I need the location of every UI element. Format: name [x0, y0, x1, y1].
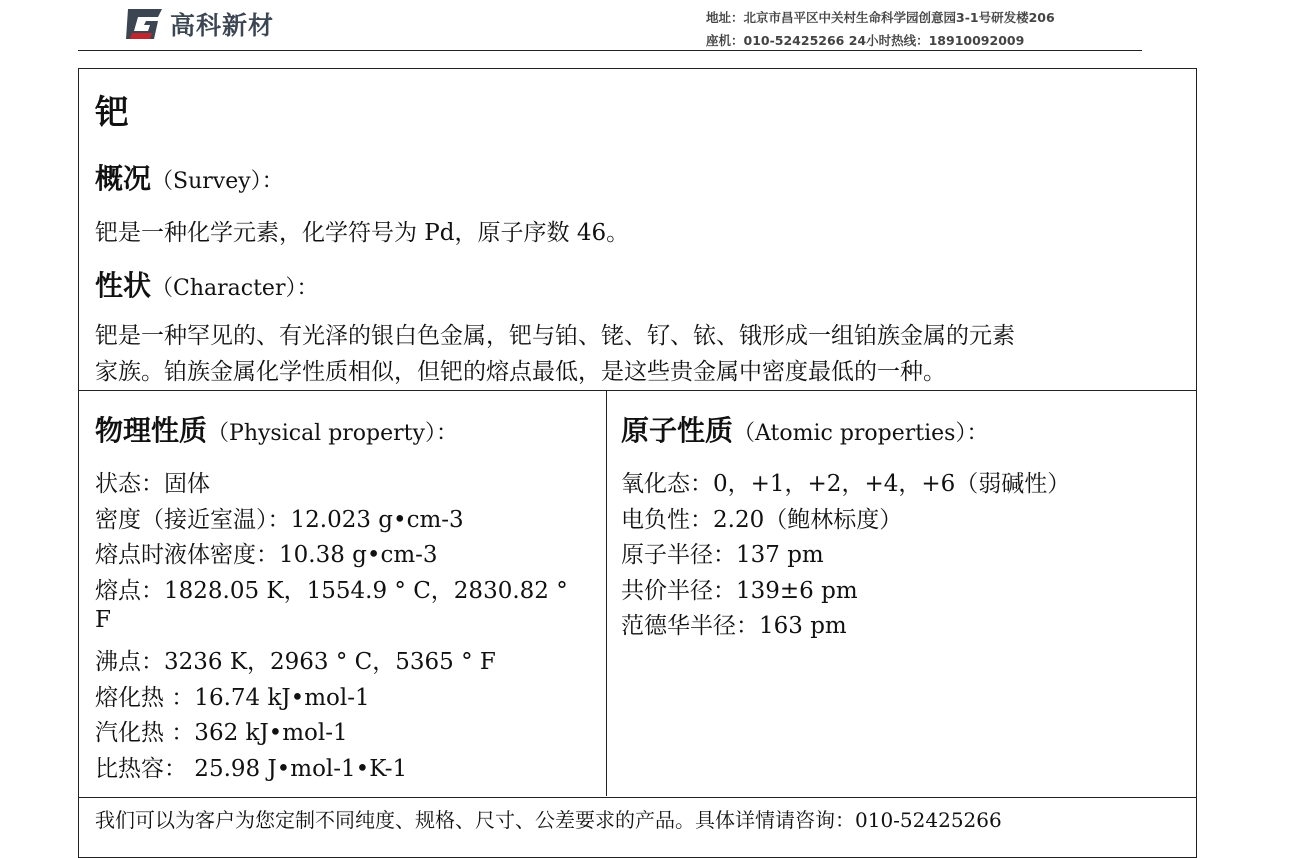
logo-icon	[124, 7, 164, 41]
phone-text: 座机：010-52425266 24小时热线：18910092009	[706, 33, 1025, 48]
character-line-1: 钯是一种罕见的、有光泽的银白色金属，钯与铂、铑、钌、铱、锇形成一组铂族金属的元素	[95, 323, 1015, 349]
footer-text: 我们可以为客户为您定制不同纯度、规格、尺寸、公差要求的产品。具体详情请咨询：010-52425266	[95, 808, 1002, 832]
overview-section	[79, 69, 1196, 391]
physical-specific-heat: 比热容： 25.98 J•mol-1•K-1	[95, 756, 408, 782]
character-heading: 性状（Character）：	[95, 269, 319, 302]
survey-text: 钯是一种化学元素，化学符号为 Pd，原子序数 46。	[95, 220, 630, 246]
physical-boiling-point: 沸点：3236 K，2963 ° C，5365 ° F	[95, 649, 496, 675]
physical-heat-of-fusion: 熔化热 ：16.74 kJ•mol-1	[95, 685, 370, 711]
atomic-heading: 原子性质（Atomic properties）：	[621, 414, 989, 447]
physical-state: 状态：固体	[95, 471, 210, 497]
physical-liquid-density: 熔点时液体密度：10.38 g•cm-3	[95, 542, 438, 568]
atomic-vdw-radius: 范德华半径：163 pm	[621, 613, 847, 639]
atomic-radius: 原子半径：137 pm	[621, 542, 824, 568]
page-header	[0, 0, 1300, 56]
character-text	[95, 318, 1015, 390]
header-divider	[78, 50, 1142, 51]
physical-heading: 物理性质（Physical property）：	[95, 414, 458, 447]
brand-name: 高科新材	[170, 11, 275, 40]
physical-heat-of-vaporization: 汽化热 ：362 kJ•mol-1	[95, 720, 348, 746]
physical-property-section	[79, 391, 607, 796]
survey-heading: 概况（Survey）：	[95, 162, 284, 195]
contact-info	[706, 6, 1055, 52]
datasheet-table	[78, 68, 1197, 858]
atomic-electronegativity: 电负性：2.20（鲍林标度）	[621, 507, 903, 533]
physical-melting-point: 熔点：1828.05 K，1554.9 ° C，2830.82 °	[95, 578, 568, 604]
atomic-property-section	[607, 391, 1196, 796]
atomic-covalent-radius: 共价半径：139±6 pm	[621, 578, 858, 604]
atomic-oxidation-states: 氧化态：0，+1，+2，+4，+6（弱碱性）	[621, 471, 1071, 497]
physical-density: 密度（接近室温）：12.023 g•cm-3	[95, 507, 464, 533]
company-logo	[124, 6, 274, 42]
element-title: 钯	[95, 93, 129, 133]
address-text: 地址：北京市昌平区中关村生命科学园创意园3-1号研发楼206	[706, 10, 1055, 25]
physical-melting-point-cont: F	[95, 607, 111, 633]
character-line-2: 家族。铂族金属化学性质相似，但钯的熔点最低，是这些贵金属中密度最低的一种。	[95, 359, 946, 385]
footer-section	[79, 797, 1196, 858]
